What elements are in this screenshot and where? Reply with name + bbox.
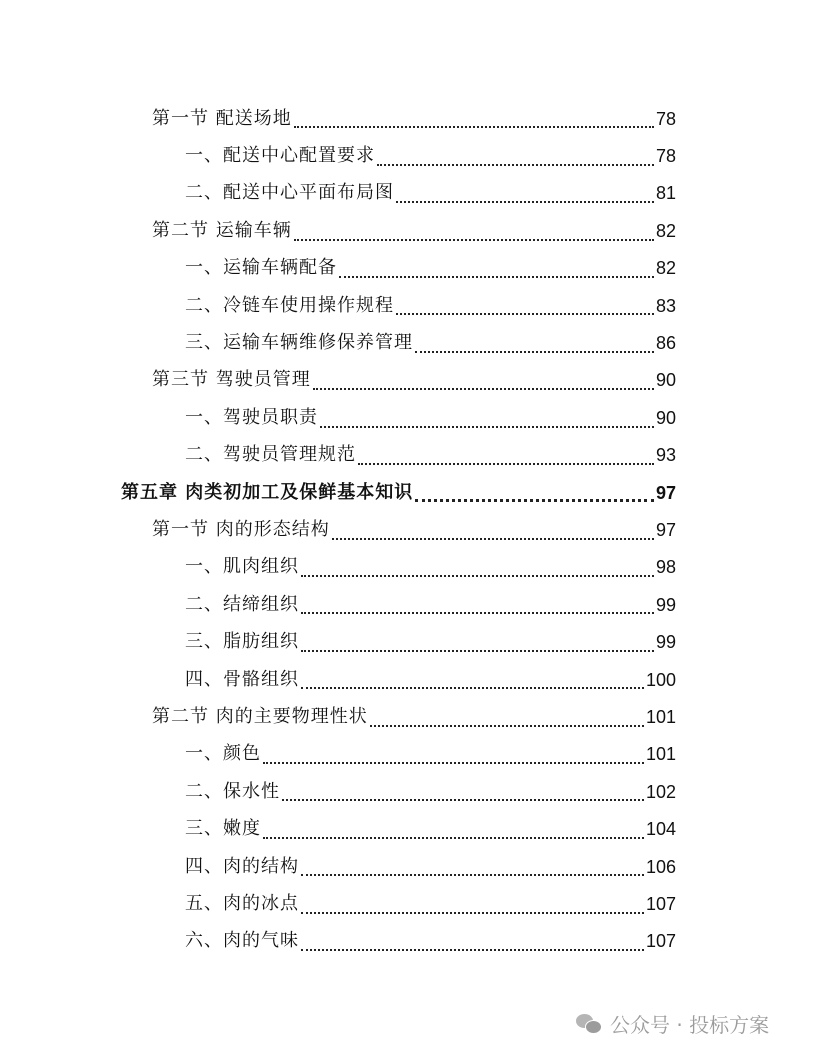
dot-leader — [294, 239, 654, 241]
toc-entry-page-number: 90 — [655, 407, 676, 428]
toc-entry-page-number: 101 — [645, 706, 676, 727]
toc-entry-title: 第五章 肉类初加工及保鲜基本知识 — [121, 481, 414, 503]
dot-leader — [263, 762, 644, 764]
toc-entry-section[interactable] — [0, 698, 676, 735]
dot-leader — [263, 837, 644, 839]
toc-entry-page-number: 107 — [645, 931, 676, 952]
watermark-text: 公众号 · 投标方案 — [610, 1012, 770, 1037]
toc-entry-title: 一、配送中心配置要求 — [185, 145, 375, 167]
toc-entry-item[interactable] — [0, 736, 676, 773]
toc-entry-title: 第二节 运输车辆 — [152, 219, 292, 241]
toc-entry-item[interactable] — [0, 885, 676, 922]
toc-entry-title: 二、结缔组织 — [185, 593, 299, 615]
toc-entry-item[interactable] — [0, 399, 676, 436]
toc-entry-title: 一、驾驶员职责 — [185, 406, 318, 428]
toc-entry-page-number: 106 — [645, 856, 676, 877]
toc-entry-title: 四、肉的结构 — [185, 855, 299, 877]
dot-leader — [301, 687, 644, 689]
watermark — [576, 1006, 769, 1040]
toc-entry-section[interactable] — [0, 100, 676, 137]
toc-entry-item[interactable] — [0, 250, 676, 287]
toc-entry-title: 四、骨骼组织 — [185, 668, 299, 690]
toc-entry-title: 一、肌肉组织 — [185, 556, 299, 578]
dot-leader — [415, 499, 654, 502]
dot-leader — [301, 874, 644, 876]
toc-entry-title: 一、运输车辆配备 — [185, 257, 337, 279]
toc-entry-item[interactable] — [0, 623, 676, 660]
toc-entry-page-number: 78 — [655, 146, 676, 167]
toc-entry-chapter[interactable] — [0, 474, 676, 511]
toc-entry-page-number: 83 — [655, 295, 676, 316]
toc-entry-item[interactable] — [0, 923, 676, 960]
toc-entry-title: 六、肉的气味 — [185, 930, 299, 952]
toc-entry-page-number: 90 — [655, 370, 676, 391]
dot-leader — [301, 575, 654, 577]
dot-leader — [301, 650, 654, 652]
table-of-contents — [0, 100, 816, 960]
toc-entry-page-number: 82 — [655, 220, 676, 241]
dot-leader — [313, 388, 654, 390]
toc-entry-item[interactable] — [0, 810, 676, 847]
toc-entry-title: 三、运输车辆维修保养管理 — [185, 332, 413, 354]
toc-entry-page-number: 97 — [655, 482, 676, 503]
toc-entry-page-number: 99 — [655, 632, 676, 653]
dot-leader — [301, 949, 644, 951]
toc-entry-page-number: 93 — [655, 445, 676, 466]
toc-entry-item[interactable] — [0, 773, 676, 810]
dot-leader — [396, 201, 654, 203]
toc-entry-item[interactable] — [0, 661, 676, 698]
toc-entry-item[interactable] — [0, 287, 676, 324]
toc-entry-item[interactable] — [0, 137, 676, 174]
dot-leader — [301, 912, 644, 914]
toc-entry-item[interactable] — [0, 437, 676, 474]
toc-entry-page-number: 97 — [655, 519, 676, 540]
dot-leader — [415, 351, 654, 353]
dot-leader — [301, 612, 654, 614]
toc-entry-page-number: 104 — [645, 819, 676, 840]
toc-entry-title: 二、保水性 — [185, 780, 280, 802]
toc-entry-title: 二、驾驶员管理规范 — [185, 444, 356, 466]
toc-entry-item[interactable] — [0, 324, 676, 361]
dot-leader — [358, 463, 654, 465]
toc-entry-item[interactable] — [0, 586, 676, 623]
toc-entry-page-number: 78 — [655, 108, 676, 129]
toc-entry-page-number: 100 — [645, 669, 676, 690]
dot-leader — [396, 313, 654, 315]
toc-entry-page-number: 107 — [645, 893, 676, 914]
toc-entry-section[interactable] — [0, 511, 676, 548]
toc-entry-title: 第二节 肉的主要物理性状 — [152, 705, 368, 727]
dot-leader — [332, 538, 654, 540]
dot-leader — [294, 126, 654, 128]
toc-entry-page-number: 99 — [655, 594, 676, 615]
toc-entry-title: 一、颜色 — [185, 743, 261, 765]
toc-entry-page-number: 86 — [655, 333, 676, 354]
toc-entry-title: 第一节 肉的形态结构 — [152, 518, 330, 540]
toc-entry-title: 二、配送中心平面布局图 — [185, 182, 394, 204]
dot-leader — [339, 276, 654, 278]
wechat-icon — [576, 1012, 602, 1034]
dot-leader — [320, 426, 654, 428]
toc-entry-page-number: 81 — [655, 183, 676, 204]
toc-entry-title: 二、冷链车使用操作规程 — [185, 294, 394, 316]
dot-leader — [370, 725, 644, 727]
toc-entry-item[interactable] — [0, 848, 676, 885]
toc-entry-title: 第一节 配送场地 — [152, 107, 292, 129]
toc-entry-title: 第三节 驾驶员管理 — [152, 369, 311, 391]
toc-entry-title: 三、嫩度 — [185, 818, 261, 840]
toc-entry-page-number: 98 — [655, 557, 676, 578]
dot-leader — [282, 799, 644, 801]
toc-entry-section[interactable] — [0, 212, 676, 249]
toc-entry-page-number: 82 — [655, 258, 676, 279]
toc-entry-page-number: 102 — [645, 781, 676, 802]
toc-entry-page-number: 101 — [645, 744, 676, 765]
toc-entry-title: 三、脂肪组织 — [185, 631, 299, 653]
toc-entry-item[interactable] — [0, 549, 676, 586]
toc-entry-item[interactable] — [0, 175, 676, 212]
toc-entry-section[interactable] — [0, 362, 676, 399]
toc-entry-title: 五、肉的冰点 — [185, 892, 299, 914]
dot-leader — [377, 164, 654, 166]
